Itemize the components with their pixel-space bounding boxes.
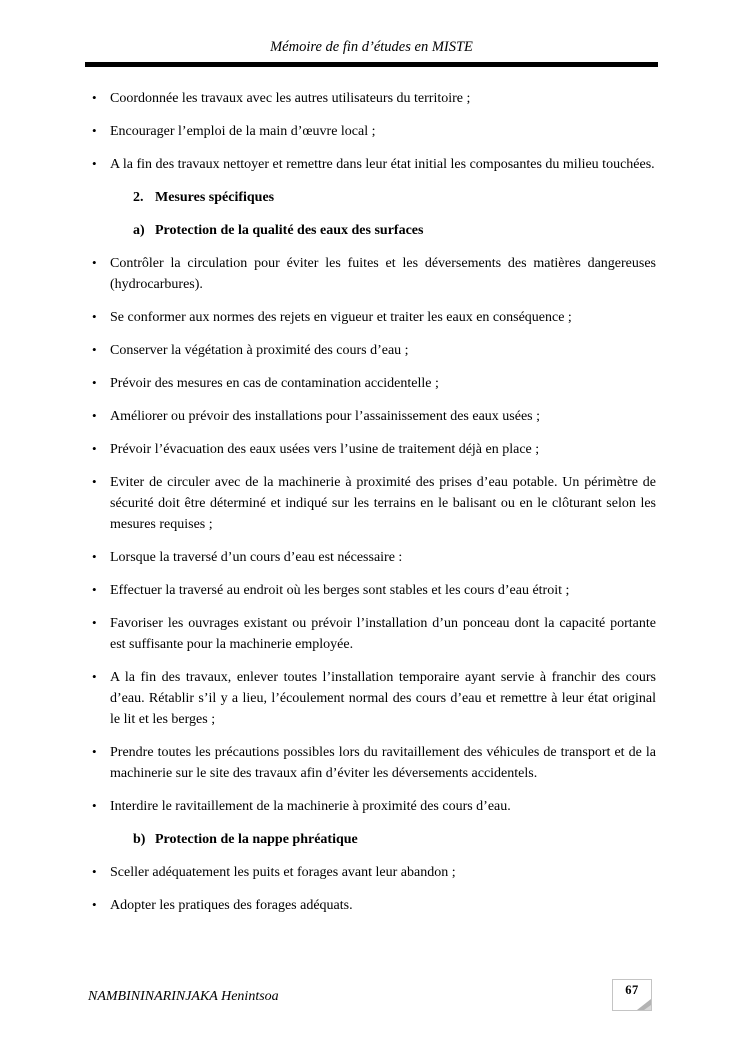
bullet-text: Améliorer ou prévoir des installations pour l’assainissement des eaux usées ; xyxy=(110,409,541,424)
bullet-text: Favoriser les ouvrages existant ou prévoir l’installation d’un ponceau dont la capacité portante est suffisante pour la machinerie employée. xyxy=(110,616,656,652)
bullet-text: Prévoir l’évacuation des eaux usées vers l’usine de traitement déjà en place ; xyxy=(110,442,540,457)
bullet-item xyxy=(88,88,656,109)
page-number-box xyxy=(612,979,652,1011)
bullet-icon: • xyxy=(92,255,97,270)
bullet-icon: • xyxy=(92,375,97,390)
bullet-text: A la fin des travaux, enlever toutes l’installation temporaire ayant servie à franchir des cours d’eau. Rétablir s’il y a lieu, l’écoulement normal des cours d’eau et remettre à leur état original le lit et les berges ; xyxy=(110,670,656,727)
section-heading-numbered xyxy=(88,187,656,208)
folded-corner-highlight xyxy=(644,1005,651,1010)
bullet-text: Coordonnée les travaux avec les autres utilisateurs du territoire ; xyxy=(110,91,471,106)
bullet-icon: • xyxy=(92,582,97,597)
bullet-text: Effectuer la traversé au endroit où les berges sont stables et les cours d’eau étroit ; xyxy=(110,583,570,598)
bullet-icon: • xyxy=(92,342,97,357)
header-rule xyxy=(85,62,658,67)
bullet-icon: • xyxy=(92,441,97,456)
bullet-icon: • xyxy=(92,474,97,489)
heading-marker: 2. xyxy=(133,190,144,205)
heading-text: Protection de la nappe phréatique xyxy=(155,832,358,847)
bullet-text: Se conformer aux normes des rejets en vigueur et traiter les eaux en conséquence ; xyxy=(110,310,572,325)
bullet-icon: • xyxy=(92,798,97,813)
bullet-icon: • xyxy=(92,90,97,105)
bullet-text: Eviter de circuler avec de la machinerie à proximité des prises d’eau potable. Un périmètre de sécurité doit être déterminé et indiqué sur les terrains en le balisant ou en le clôturant selon les mesures requises ; xyxy=(110,475,656,532)
bullet-icon: • xyxy=(92,744,97,759)
bullet-item xyxy=(88,742,656,784)
bullet-text: Sceller adéquatement les puits et forages avant leur abandon ; xyxy=(110,865,456,880)
bullet-text: Contrôler la circulation pour éviter les fuites et les déversements des matières dangereuses (hydrocarbures). xyxy=(110,256,656,292)
bullet-icon: • xyxy=(92,309,97,324)
bullet-item xyxy=(88,154,656,175)
bullet-text: Prendre toutes les précautions possibles lors du ravitaillement des véhicules de transport et de la machinerie sur le site des travaux afin d’éviter les déversements accidentels. xyxy=(110,745,656,781)
bullet-item xyxy=(88,862,656,883)
bullet-item xyxy=(88,472,656,535)
bullet-item xyxy=(88,547,656,568)
bullet-icon: • xyxy=(92,123,97,138)
footer-author: NAMBININARINJAKA Henintsoa xyxy=(88,989,279,1004)
bullet-text: Lorsque la traversé d’un cours d’eau est nécessaire : xyxy=(110,550,403,565)
bullet-icon: • xyxy=(92,549,97,564)
bullet-text: Conserver la végétation à proximité des cours d’eau ; xyxy=(110,343,409,358)
heading-marker: b) xyxy=(133,832,146,847)
bullet-item xyxy=(88,307,656,328)
bullet-text: Encourager l’emploi de la main d’œuvre local ; xyxy=(110,124,376,139)
heading-marker: a) xyxy=(133,223,145,238)
bullet-item xyxy=(88,340,656,361)
page-number: 67 xyxy=(625,983,639,997)
bullet-item xyxy=(88,121,656,142)
bullet-icon: • xyxy=(92,615,97,630)
section-heading-lettered-b xyxy=(88,829,656,850)
bullet-text: Prévoir des mesures en cas de contamination accidentelle ; xyxy=(110,376,439,391)
bullet-icon: • xyxy=(92,669,97,684)
bullet-text: A la fin des travaux nettoyer et remettre dans leur état initial les composantes du milieu touchées. xyxy=(110,157,655,172)
page-header-title: Mémoire de fin d’études en MISTE xyxy=(270,39,473,55)
bullet-item xyxy=(88,613,656,655)
bullet-item xyxy=(88,667,656,730)
heading-text: Protection de la qualité des eaux des surfaces xyxy=(155,223,424,238)
bullet-icon: • xyxy=(92,864,97,879)
bullet-item xyxy=(88,580,656,601)
bullet-text: Adopter les pratiques des forages adéquats. xyxy=(110,898,353,913)
bullet-icon: • xyxy=(92,408,97,423)
bullet-item xyxy=(88,406,656,427)
bullet-item xyxy=(88,253,656,295)
bullet-icon: • xyxy=(92,156,97,171)
bullet-item xyxy=(88,796,656,817)
heading-text: Mesures spécifiques xyxy=(155,190,275,205)
section-heading-lettered-a xyxy=(88,220,656,241)
bullet-item xyxy=(88,439,656,460)
bullet-icon: • xyxy=(92,897,97,912)
bullet-item xyxy=(88,895,656,916)
bullet-item xyxy=(88,373,656,394)
document-body xyxy=(88,88,656,928)
bullet-text: Interdire le ravitaillement de la machinerie à proximité des cours d’eau. xyxy=(110,799,511,814)
